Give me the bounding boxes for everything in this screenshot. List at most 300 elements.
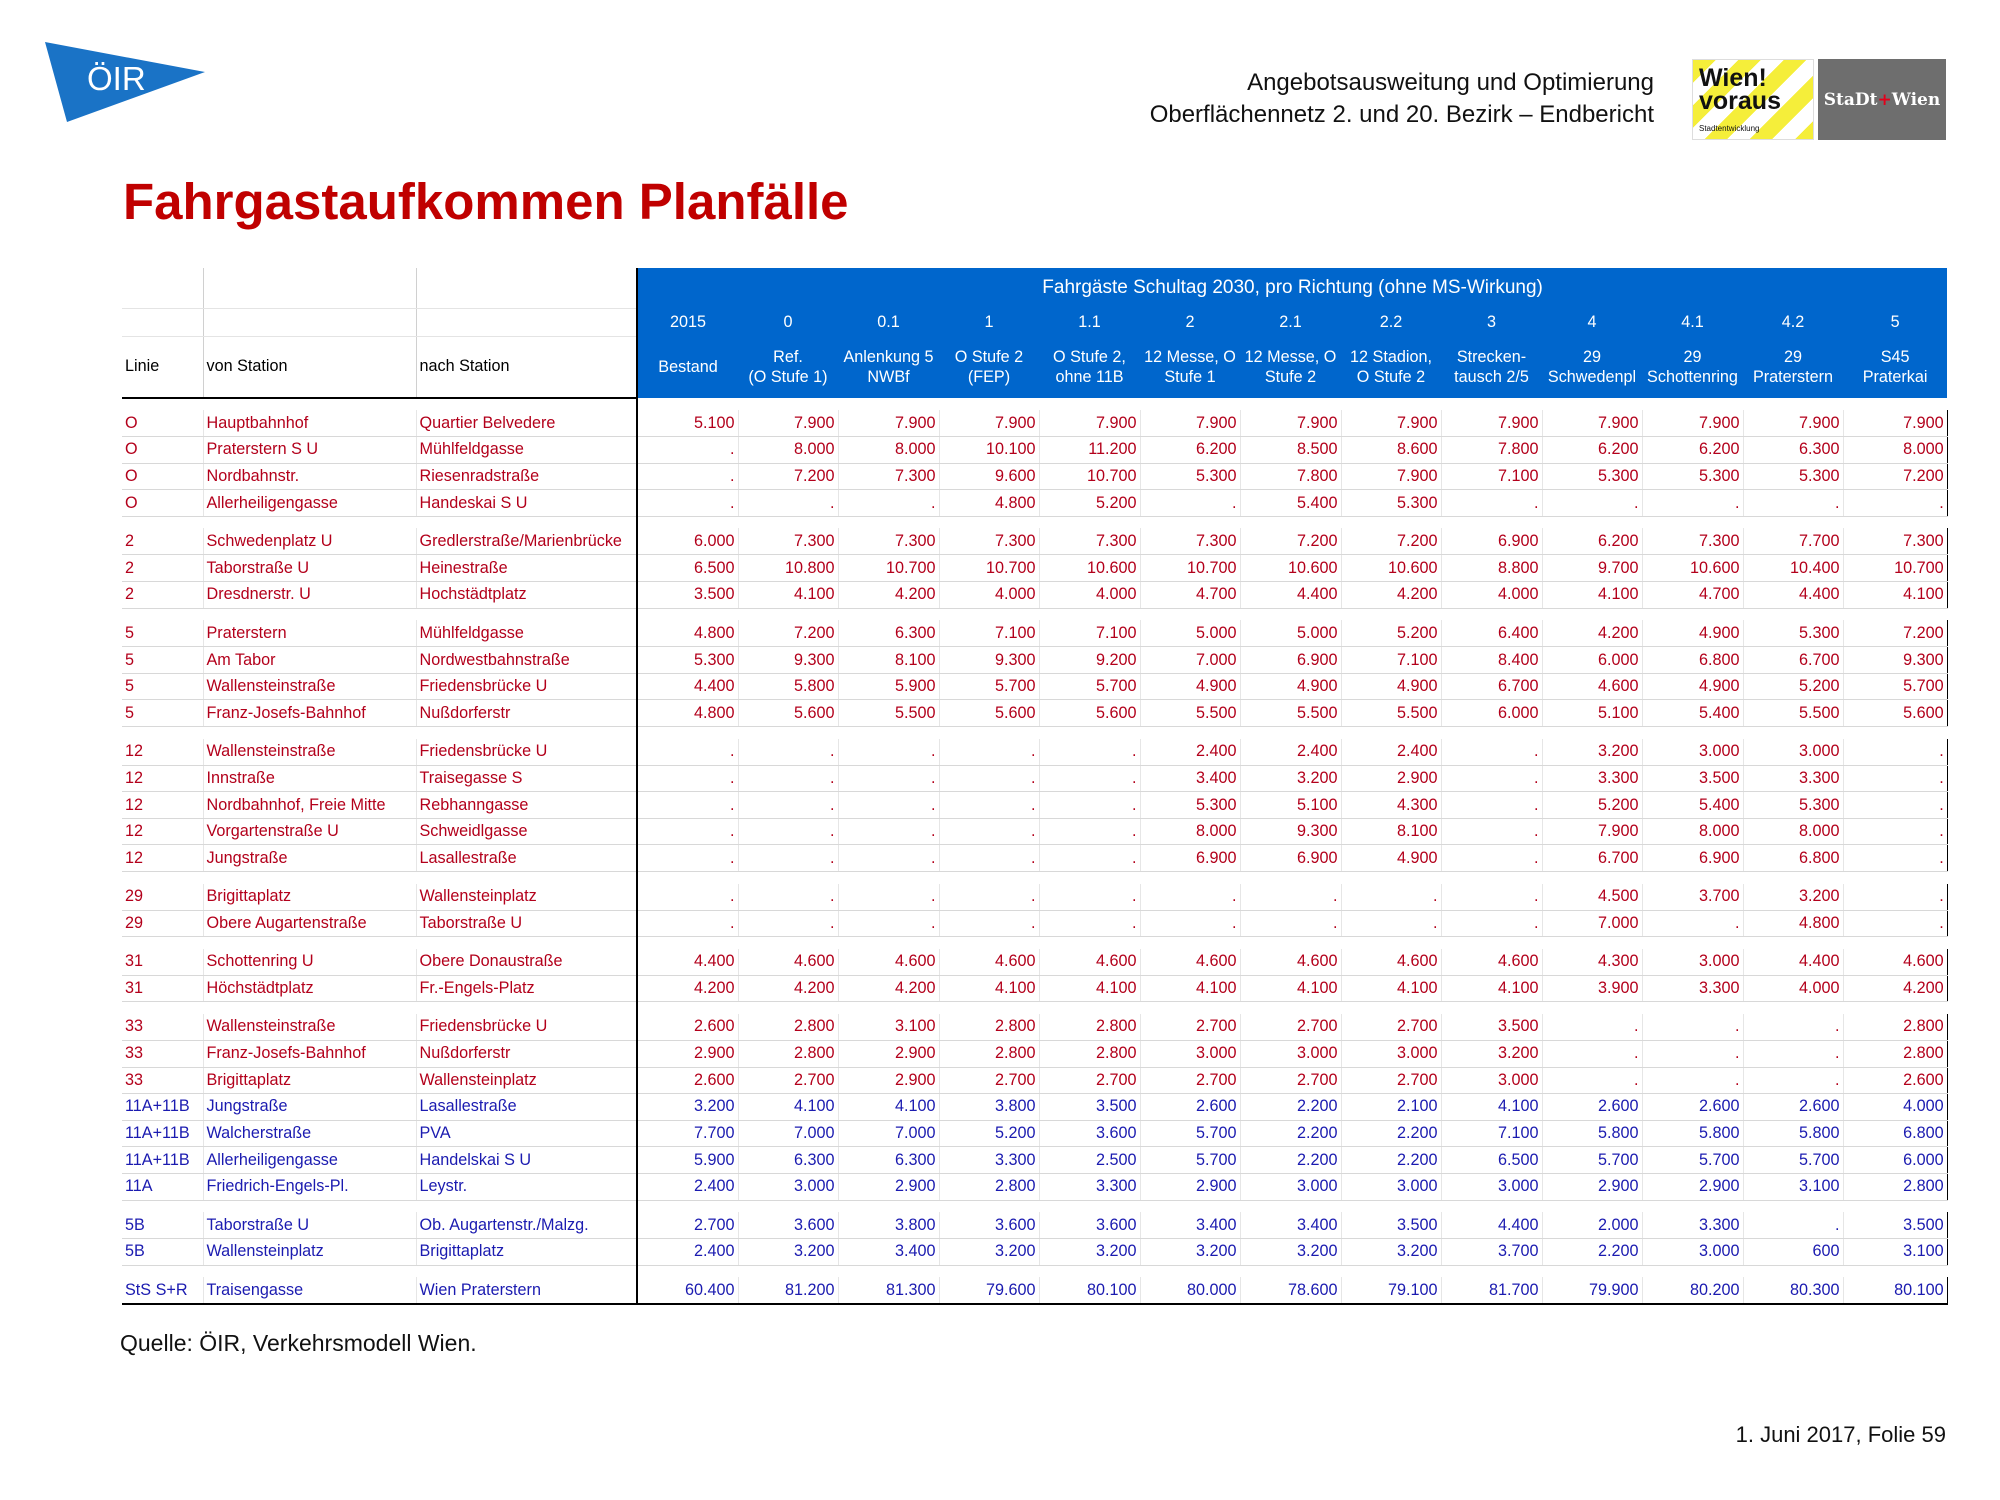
table-row xyxy=(122,818,1947,845)
cell-value: 60.400 xyxy=(637,1277,738,1304)
cell-value: 5.300 xyxy=(1743,463,1843,490)
cell-value: 2.800 xyxy=(738,1014,838,1041)
spacer-cell xyxy=(1441,1002,1542,1014)
column-header-nach: nach Station xyxy=(416,336,637,398)
cell-value: 5.900 xyxy=(838,673,939,700)
scenario-label-line1: O Stufe 2, xyxy=(1053,348,1126,366)
cell-value: 3.100 xyxy=(838,1014,939,1041)
cell-value: 80.100 xyxy=(1843,1277,1947,1304)
cell-value: 4.600 xyxy=(1140,949,1240,976)
cell-value: 80.200 xyxy=(1642,1277,1743,1304)
cell-value: 5.800 xyxy=(1642,1120,1743,1147)
cell-value: 11.200 xyxy=(1039,437,1140,464)
scenario-label xyxy=(738,336,838,398)
cell-value: 3.200 xyxy=(939,1239,1039,1266)
cell-value: . xyxy=(637,463,738,490)
cell-value: 5.800 xyxy=(738,673,838,700)
cell-value: 4.100 xyxy=(1140,975,1240,1002)
scenario-label xyxy=(1140,336,1240,398)
cell-nach-station: Obere Donaustraße xyxy=(416,949,637,976)
cell-value: 3.000 xyxy=(1441,1067,1542,1094)
cell-value: 2.900 xyxy=(1341,765,1441,792)
cell-value: 7.200 xyxy=(738,463,838,490)
cell-von-station: Brigittaplatz xyxy=(203,884,416,911)
cell-value: 3.600 xyxy=(1039,1120,1140,1147)
cell-value: 4.900 xyxy=(1642,673,1743,700)
cell-nach-station: Rebhanngasse xyxy=(416,792,637,819)
spacer-cell xyxy=(416,1200,637,1212)
scenario-code: 1.1 xyxy=(1039,308,1140,336)
cell-value: 4.700 xyxy=(1642,582,1743,609)
scenario-label-line1: Ref. xyxy=(773,348,803,366)
cell-value: . xyxy=(1140,910,1240,937)
cell-value: 6.000 xyxy=(1441,700,1542,727)
scenario-code: 4 xyxy=(1542,308,1642,336)
cell-value: 7.900 xyxy=(1341,410,1441,437)
cell-value: 2.700 xyxy=(939,1067,1039,1094)
cell-value: 3.500 xyxy=(1843,1212,1947,1239)
spacer-cell xyxy=(416,1002,637,1014)
wien-logo-line2: voraus xyxy=(1699,87,1781,115)
cell-nach-station: Nordwestbahnstraße xyxy=(416,647,637,674)
spacer-cell xyxy=(416,937,637,949)
report-header-line1: Angebotsausweitung und Optimierung xyxy=(1247,69,1654,96)
spacer-cell xyxy=(1642,516,1743,528)
cell-value: 4.000 xyxy=(1743,975,1843,1002)
cell-value: . xyxy=(637,437,738,464)
cell-value: . xyxy=(1140,490,1240,517)
cell-value: 2.700 xyxy=(1341,1014,1441,1041)
cell-value: 3.600 xyxy=(939,1212,1039,1239)
cell-value: 8.000 xyxy=(1642,818,1743,845)
cell-value: . xyxy=(1341,884,1441,911)
scenario-code: 2.2 xyxy=(1341,308,1441,336)
cell-nach-station: Friedensbrücke U xyxy=(416,739,637,766)
cell-value: 5.100 xyxy=(1240,792,1341,819)
cell-nach-station: Nußdorferstr xyxy=(416,1040,637,1067)
header-empty-cell xyxy=(122,268,203,308)
spacer-cell xyxy=(1140,1002,1240,1014)
scenario-label xyxy=(1642,336,1743,398)
cell-linie: 2 xyxy=(122,582,203,609)
cell-linie: 31 xyxy=(122,949,203,976)
spacer-cell xyxy=(1341,516,1441,528)
cell-von-station: Jungstraße xyxy=(203,845,416,872)
cell-value: . xyxy=(1542,1040,1642,1067)
spacer-cell xyxy=(1441,872,1542,884)
spacer-cell xyxy=(1441,1200,1542,1212)
cell-value: 2.200 xyxy=(1240,1120,1341,1147)
cell-value: 2.100 xyxy=(1341,1094,1441,1121)
spacer-cell xyxy=(1039,1002,1140,1014)
cell-value: 4.600 xyxy=(738,949,838,976)
spacer-cell xyxy=(838,398,939,410)
cell-value: . xyxy=(1039,910,1140,937)
spacer-cell xyxy=(1240,1265,1341,1277)
cell-nach-station: Riesenradstraße xyxy=(416,463,637,490)
cell-value: 9.300 xyxy=(939,647,1039,674)
cell-value: 3.200 xyxy=(1441,1040,1542,1067)
scenario-label xyxy=(637,336,738,398)
cell-value: 5.900 xyxy=(637,1147,738,1174)
scenario-label xyxy=(1240,336,1341,398)
spacer-cell xyxy=(122,608,203,620)
table-row xyxy=(122,1014,1947,1041)
spacer-cell xyxy=(416,398,637,410)
table-row xyxy=(122,490,1947,517)
scenario-label xyxy=(1843,336,1947,398)
cell-value: . xyxy=(1039,765,1140,792)
cell-value: 3.400 xyxy=(838,1239,939,1266)
cell-value: 3.400 xyxy=(1240,1212,1341,1239)
cell-value: 7.000 xyxy=(738,1120,838,1147)
spacer-cell xyxy=(122,1265,203,1277)
cell-value: 7.000 xyxy=(1542,910,1642,937)
cell-value: 2.000 xyxy=(1542,1212,1642,1239)
spacer-cell xyxy=(1039,516,1140,528)
cell-value: 2.700 xyxy=(1039,1067,1140,1094)
scenario-code: 4.2 xyxy=(1743,308,1843,336)
cell-value: 10.700 xyxy=(838,555,939,582)
cell-value: 2.400 xyxy=(1341,739,1441,766)
spacer-cell xyxy=(1542,937,1642,949)
cell-value: 3.100 xyxy=(1743,1173,1843,1200)
cell-value: . xyxy=(738,884,838,911)
cell-value: 3.500 xyxy=(637,582,738,609)
spacer-cell xyxy=(637,398,738,410)
table-row xyxy=(122,1094,1947,1121)
spacer-cell xyxy=(1441,608,1542,620)
cell-value: 79.100 xyxy=(1341,1277,1441,1304)
spacer-cell xyxy=(838,516,939,528)
table-row xyxy=(122,845,1947,872)
spacer-cell xyxy=(1341,872,1441,884)
scenario-label-line1: O Stufe 2 xyxy=(954,348,1024,366)
cell-value: 5.400 xyxy=(1240,490,1341,517)
cell-value: 7.000 xyxy=(838,1120,939,1147)
cell-nach-station: Wallensteinplatz xyxy=(416,1067,637,1094)
cell-value: 2.700 xyxy=(1240,1067,1341,1094)
cell-value: 4.400 xyxy=(1743,582,1843,609)
spacer-cell xyxy=(738,516,838,528)
spacer-cell xyxy=(1240,398,1341,410)
cell-value: 10.700 xyxy=(939,555,1039,582)
cell-value: 3.200 xyxy=(738,1239,838,1266)
cell-value: 4.600 xyxy=(1341,949,1441,976)
cell-value: 7.800 xyxy=(1240,463,1341,490)
scenario-label-line2: Praterkai xyxy=(1862,368,1928,386)
cell-value: 2.900 xyxy=(838,1173,939,1200)
spacer-cell xyxy=(1642,1265,1743,1277)
cell-value: . xyxy=(838,845,939,872)
cell-value: 10.700 xyxy=(1039,463,1140,490)
cell-value: 7.300 xyxy=(838,463,939,490)
cell-value: 8.100 xyxy=(1341,818,1441,845)
spacer-cell xyxy=(203,872,416,884)
cell-value: 3.400 xyxy=(1140,1212,1240,1239)
cell-value: 4.600 xyxy=(1542,673,1642,700)
cell-value: . xyxy=(939,739,1039,766)
cell-value: . xyxy=(838,490,939,517)
cell-value: 4.400 xyxy=(1240,582,1341,609)
cell-value: 5.600 xyxy=(738,700,838,727)
table-row xyxy=(122,792,1947,819)
cell-value: 7.300 xyxy=(939,528,1039,555)
cell-value: 5.300 xyxy=(637,647,738,674)
cell-linie: 5 xyxy=(122,647,203,674)
cell-value: 9.300 xyxy=(1240,818,1341,845)
cell-von-station: Allerheiligengasse xyxy=(203,490,416,517)
cell-value: 5.700 xyxy=(1642,1147,1743,1174)
cell-value: 6.200 xyxy=(1642,437,1743,464)
cell-value: 9.200 xyxy=(1039,647,1140,674)
cell-value: 8.000 xyxy=(1743,818,1843,845)
scenario-code: 0 xyxy=(738,308,838,336)
cell-value: 4.200 xyxy=(738,975,838,1002)
cell-value: 4.400 xyxy=(1441,1212,1542,1239)
cell-value: . xyxy=(1542,490,1642,517)
cell-value: . xyxy=(738,739,838,766)
cell-von-station: Brigittaplatz xyxy=(203,1067,416,1094)
cell-value: 2.700 xyxy=(738,1067,838,1094)
cell-value: 3.900 xyxy=(1542,975,1642,1002)
spacer-cell xyxy=(939,1200,1039,1212)
scenario-label-line2: ohne 11B xyxy=(1055,368,1124,386)
scenario-label-line1: 12 Stadion, xyxy=(1350,348,1432,366)
cell-value: . xyxy=(1843,884,1947,911)
cell-value: 4.500 xyxy=(1542,884,1642,911)
cell-nach-station: Heinestraße xyxy=(416,555,637,582)
cell-value: 5.300 xyxy=(1542,463,1642,490)
cell-value: 78.600 xyxy=(1240,1277,1341,1304)
cell-value: . xyxy=(1441,739,1542,766)
cell-value: 3.200 xyxy=(1341,1239,1441,1266)
cell-value: 2.800 xyxy=(738,1040,838,1067)
cell-value: 7.900 xyxy=(1039,410,1140,437)
cell-value: 79.900 xyxy=(1542,1277,1642,1304)
cell-nach-station: Traisegasse S xyxy=(416,765,637,792)
cell-linie: 12 xyxy=(122,792,203,819)
spacer-cell xyxy=(122,1002,203,1014)
cell-value: 4.900 xyxy=(1341,845,1441,872)
spacer-cell xyxy=(1542,1265,1642,1277)
cell-value: 3.000 xyxy=(1341,1040,1441,1067)
spacer-cell xyxy=(1642,398,1743,410)
spacer-cell xyxy=(1642,937,1743,949)
cell-value: 7.700 xyxy=(1743,528,1843,555)
table-row xyxy=(122,1147,1947,1174)
cell-linie: 33 xyxy=(122,1067,203,1094)
cell-value: 4.900 xyxy=(1240,673,1341,700)
cell-value: 6.300 xyxy=(738,1147,838,1174)
table-row xyxy=(122,647,1947,674)
spacer-cell xyxy=(1743,872,1843,884)
cell-value: 10.400 xyxy=(1743,555,1843,582)
cell-value: 3.000 xyxy=(1341,1173,1441,1200)
spacer-cell xyxy=(1542,608,1642,620)
spacer-cell xyxy=(416,872,637,884)
cell-value: 7.900 xyxy=(1441,410,1542,437)
cell-value: 5.400 xyxy=(1642,792,1743,819)
cell-von-station: Praterstern xyxy=(203,620,416,647)
cell-linie: 33 xyxy=(122,1014,203,1041)
oir-logo-text: ÖIR xyxy=(87,60,146,97)
cell-value: . xyxy=(1843,910,1947,937)
cell-value: 4.000 xyxy=(939,582,1039,609)
spacer-cell xyxy=(1140,872,1240,884)
spacer-cell xyxy=(1843,608,1947,620)
cell-value: 5.400 xyxy=(1642,700,1743,727)
scenario-label xyxy=(838,336,939,398)
cell-nach-station: Taborstraße U xyxy=(416,910,637,937)
spacer-cell xyxy=(1542,727,1642,739)
cell-value: 9.300 xyxy=(738,647,838,674)
table-row xyxy=(122,437,1947,464)
cell-value: 4.900 xyxy=(1642,620,1743,647)
cell-value: 7.900 xyxy=(838,410,939,437)
spacer-cell xyxy=(637,516,738,528)
cell-value: . xyxy=(1843,739,1947,766)
cell-value: 5.500 xyxy=(1341,700,1441,727)
wien-voraus-logo xyxy=(1692,59,1814,140)
cell-linie: 5 xyxy=(122,700,203,727)
cell-value: . xyxy=(1441,818,1542,845)
cell-value: 7.900 xyxy=(1542,818,1642,845)
scenario-label-line2: (O Stufe 1) xyxy=(748,368,828,386)
cell-value: 10.800 xyxy=(738,555,838,582)
cell-linie: 12 xyxy=(122,739,203,766)
cell-value: 7.100 xyxy=(939,620,1039,647)
cell-value: 4.100 xyxy=(1441,1094,1542,1121)
cell-nach-station: Handeskai S U xyxy=(416,490,637,517)
group-spacer xyxy=(122,1265,1947,1277)
cell-value: 600 xyxy=(1743,1239,1843,1266)
spacer-cell xyxy=(1341,398,1441,410)
spacer-cell xyxy=(203,398,416,410)
cell-linie: O xyxy=(122,410,203,437)
cell-value: . xyxy=(637,845,738,872)
oir-logo xyxy=(45,40,205,124)
cell-value: 3.000 xyxy=(1642,739,1743,766)
cell-value: . xyxy=(637,765,738,792)
scenario-label xyxy=(1039,336,1140,398)
spacer-cell xyxy=(1039,937,1140,949)
header-empty-cell xyxy=(416,308,637,336)
cell-value: 5.300 xyxy=(1140,792,1240,819)
scenario-label-line2: (FEP) xyxy=(967,368,1011,386)
spacer-cell xyxy=(838,1002,939,1014)
cell-value: . xyxy=(1140,884,1240,911)
spacer-cell xyxy=(1240,872,1341,884)
spacer-cell xyxy=(1542,872,1642,884)
spacer-cell xyxy=(939,1265,1039,1277)
spacer-cell xyxy=(1441,516,1542,528)
cell-value: . xyxy=(1441,792,1542,819)
cell-value: 4.400 xyxy=(637,673,738,700)
cell-value: 2.800 xyxy=(1039,1014,1140,1041)
cell-value: 2.800 xyxy=(939,1173,1039,1200)
wien-logo-line3: Stadtentwicklung xyxy=(1699,124,1760,133)
cell-linie: 11A xyxy=(122,1173,203,1200)
spacer-cell xyxy=(738,727,838,739)
spacer-cell xyxy=(939,872,1039,884)
cell-value: 7.900 xyxy=(738,410,838,437)
cell-value: 3.700 xyxy=(1441,1239,1542,1266)
cell-value: 5.700 xyxy=(939,673,1039,700)
cell-value: 4.800 xyxy=(637,700,738,727)
spacer-cell xyxy=(738,1265,838,1277)
table-row xyxy=(122,1239,1947,1266)
spacer-cell xyxy=(1743,1002,1843,1014)
spacer-cell xyxy=(1140,516,1240,528)
table-row xyxy=(122,884,1947,911)
cell-value: 80.100 xyxy=(1039,1277,1140,1304)
spacer-cell xyxy=(1743,937,1843,949)
cell-value: . xyxy=(1843,818,1947,845)
cell-value: 5.300 xyxy=(1140,463,1240,490)
scenario-label-line1: 29 xyxy=(1683,348,1702,366)
spacer-cell xyxy=(1341,727,1441,739)
header-empty-cell xyxy=(122,308,203,336)
spacer-cell xyxy=(1140,398,1240,410)
spacer-cell xyxy=(203,1002,416,1014)
cell-value: 5.700 xyxy=(1743,1147,1843,1174)
cell-value: 80.300 xyxy=(1743,1277,1843,1304)
spacer-cell xyxy=(1441,1265,1542,1277)
cell-value: 3.200 xyxy=(1240,765,1341,792)
cell-value: 2.900 xyxy=(1140,1173,1240,1200)
cell-value: 3.000 xyxy=(1743,739,1843,766)
cell-value: 3.300 xyxy=(1642,975,1743,1002)
spacer-cell xyxy=(203,727,416,739)
scenario-code: 2015 xyxy=(637,308,738,336)
cell-value: . xyxy=(838,910,939,937)
cell-value: 7.300 xyxy=(1843,528,1947,555)
cell-von-station: Taborstraße U xyxy=(203,555,416,582)
cell-value: 4.100 xyxy=(939,975,1039,1002)
cell-linie: 31 xyxy=(122,975,203,1002)
cell-value: . xyxy=(1441,845,1542,872)
cell-value: 6.000 xyxy=(1843,1147,1947,1174)
cell-value: 3.600 xyxy=(1039,1212,1140,1239)
cell-value: 3.000 xyxy=(1240,1173,1341,1200)
spacer-cell xyxy=(1240,516,1341,528)
spacer-cell xyxy=(203,1265,416,1277)
cell-value: 2.700 xyxy=(1341,1067,1441,1094)
cell-value: 2.600 xyxy=(1140,1094,1240,1121)
cell-value: 4.100 xyxy=(1039,975,1140,1002)
cell-value: 4.800 xyxy=(1743,910,1843,937)
cell-value: . xyxy=(1743,1040,1843,1067)
cell-value: 6.900 xyxy=(1140,845,1240,872)
cell-value: 4.400 xyxy=(637,949,738,976)
spacer-cell xyxy=(416,727,637,739)
cell-value: . xyxy=(1240,910,1341,937)
group-spacer xyxy=(122,516,1947,528)
spacer-cell xyxy=(738,1002,838,1014)
table-row xyxy=(122,1120,1947,1147)
cell-value: . xyxy=(838,884,939,911)
cell-value: 8.100 xyxy=(838,647,939,674)
cell-value: 6.800 xyxy=(1743,845,1843,872)
cell-value: 7.300 xyxy=(738,528,838,555)
cell-value: . xyxy=(738,490,838,517)
scenario-code: 1 xyxy=(939,308,1039,336)
cell-von-station: Innstraße xyxy=(203,765,416,792)
spacer-cell xyxy=(738,872,838,884)
spacer-cell xyxy=(1743,727,1843,739)
scenario-label-line1: Anlenkung 5 xyxy=(843,348,934,366)
